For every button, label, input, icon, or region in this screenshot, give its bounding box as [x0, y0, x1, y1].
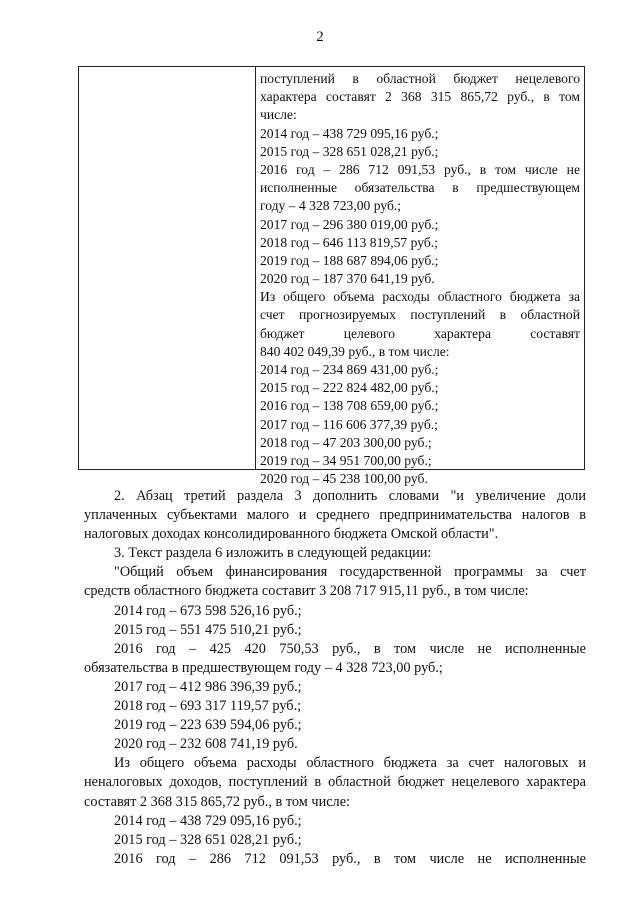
table-cell-line: 2020 год – 187 370 641,19 руб. — [260, 271, 435, 287]
table-cell-financing — [256, 67, 584, 487]
amendment-text — [84, 487, 586, 869]
text-line: 2014 год – 673 598 526,16 руб.; — [114, 602, 302, 619]
table-cell-line: 2019 год – 188 687 894,06 руб.; — [260, 252, 439, 268]
text-line: обязательства в предшествующем году – 4 328 723,00 руб.; — [84, 659, 443, 676]
table-cell-line: бюджет целевого характера составят — [260, 325, 580, 341]
text-line: 2016 год – 425 420 750,53 руб., в том числе не исполненные — [114, 640, 586, 657]
text-line: 2019 год – 223 639 594,06 руб.; — [114, 717, 302, 734]
text-line: составят 2 368 315 865,72 руб., в том числе: — [84, 793, 351, 810]
table-cell-line: поступлений в областной бюджет нецелевого — [260, 71, 580, 86]
budget-table — [78, 66, 585, 487]
text-line: средств областного бюджета составит 3 208 717 915,11 руб., в том числе: — [84, 583, 529, 600]
text-line: 2020 год – 232 608 741,19 руб. — [114, 736, 298, 753]
table-cell-line: 840 402 049,39 руб., в том числе: — [260, 343, 450, 359]
table-cell-line: 2014 год – 234 869 431,00 руб.; — [260, 362, 439, 377]
table-cell-line: 2017 год – 296 380 019,00 руб.; — [260, 216, 439, 232]
text-line: 2014 год – 438 729 095,16 руб.; — [114, 812, 302, 829]
text-line: 3. Текст раздела 6 изложить в следующей редакции: — [114, 545, 432, 562]
text-line: 2018 год – 693 317 119,57 руб.; — [114, 698, 302, 715]
table-cell-line: 2019 год – 34 951 700,00 руб.; — [260, 452, 432, 468]
table-cell-line: 2018 год – 47 203 300,00 руб.; — [260, 434, 432, 450]
table-cell-line: исполненные обязательства в предшествующем — [260, 180, 580, 196]
table-cell-line: 2017 год – 116 606 377,39 руб.; — [260, 416, 438, 432]
table-cell-line: году – 4 328 723,00 руб.; — [260, 198, 402, 214]
text-line: Из общего объема расходы областного бюджета за счет налоговых и — [114, 755, 586, 772]
table-cell-line: числе: — [260, 107, 297, 123]
text-line: уплаченных субъектами малого и среднего предпринимательства налогов в — [84, 507, 586, 524]
table-cell-line: 2020 год – 45 238 100,00 руб. — [260, 471, 428, 487]
table-cell-line: 2018 год – 646 113 819,57 руб.; — [260, 234, 438, 250]
text-line: 2016 год – 286 712 091,53 руб., в том числе не исполненные — [114, 850, 586, 867]
table-cell-line: счет прогнозируемых поступлений в областной — [260, 307, 580, 323]
text-line: 2017 год – 412 986 396,39 руб.; — [114, 678, 302, 695]
text-line: "Общий объем финансирования государственной программы за счет — [114, 564, 586, 581]
table-cell-line: 2015 год – 328 651 028,21 руб.; — [260, 143, 439, 159]
text-line: неналоговых доходов, поступлений в областной бюджет нецелевого характера — [84, 774, 586, 791]
table-cell-line: 2015 год – 222 824 482,00 руб.; — [260, 380, 439, 396]
text-line: 2015 год – 328 651 028,21 руб.; — [114, 831, 302, 848]
text-line: 2. Абзац третий раздела 3 дополнить словами "и увеличение доли — [114, 488, 586, 504]
text-line: налоговых доходах консолидированного бюджета Омской области". — [84, 526, 499, 543]
table-cell-line: 2016 год – 138 708 659,00 руб.; — [260, 398, 439, 414]
text-line: 2015 год – 551 475 510,21 руб.; — [114, 621, 302, 638]
table-cell-line: характера составят 2 368 315 865,72 руб., в том — [260, 89, 580, 105]
page-number: 2 — [316, 29, 324, 45]
table-cell-line: Из общего объема расходы областного бюджета за — [260, 289, 580, 305]
table-cell-line: 2014 год – 438 729 095,16 руб.; — [260, 125, 439, 141]
table-cell-line: 2016 год – 286 712 091,53 руб., в том числе не — [260, 161, 580, 177]
